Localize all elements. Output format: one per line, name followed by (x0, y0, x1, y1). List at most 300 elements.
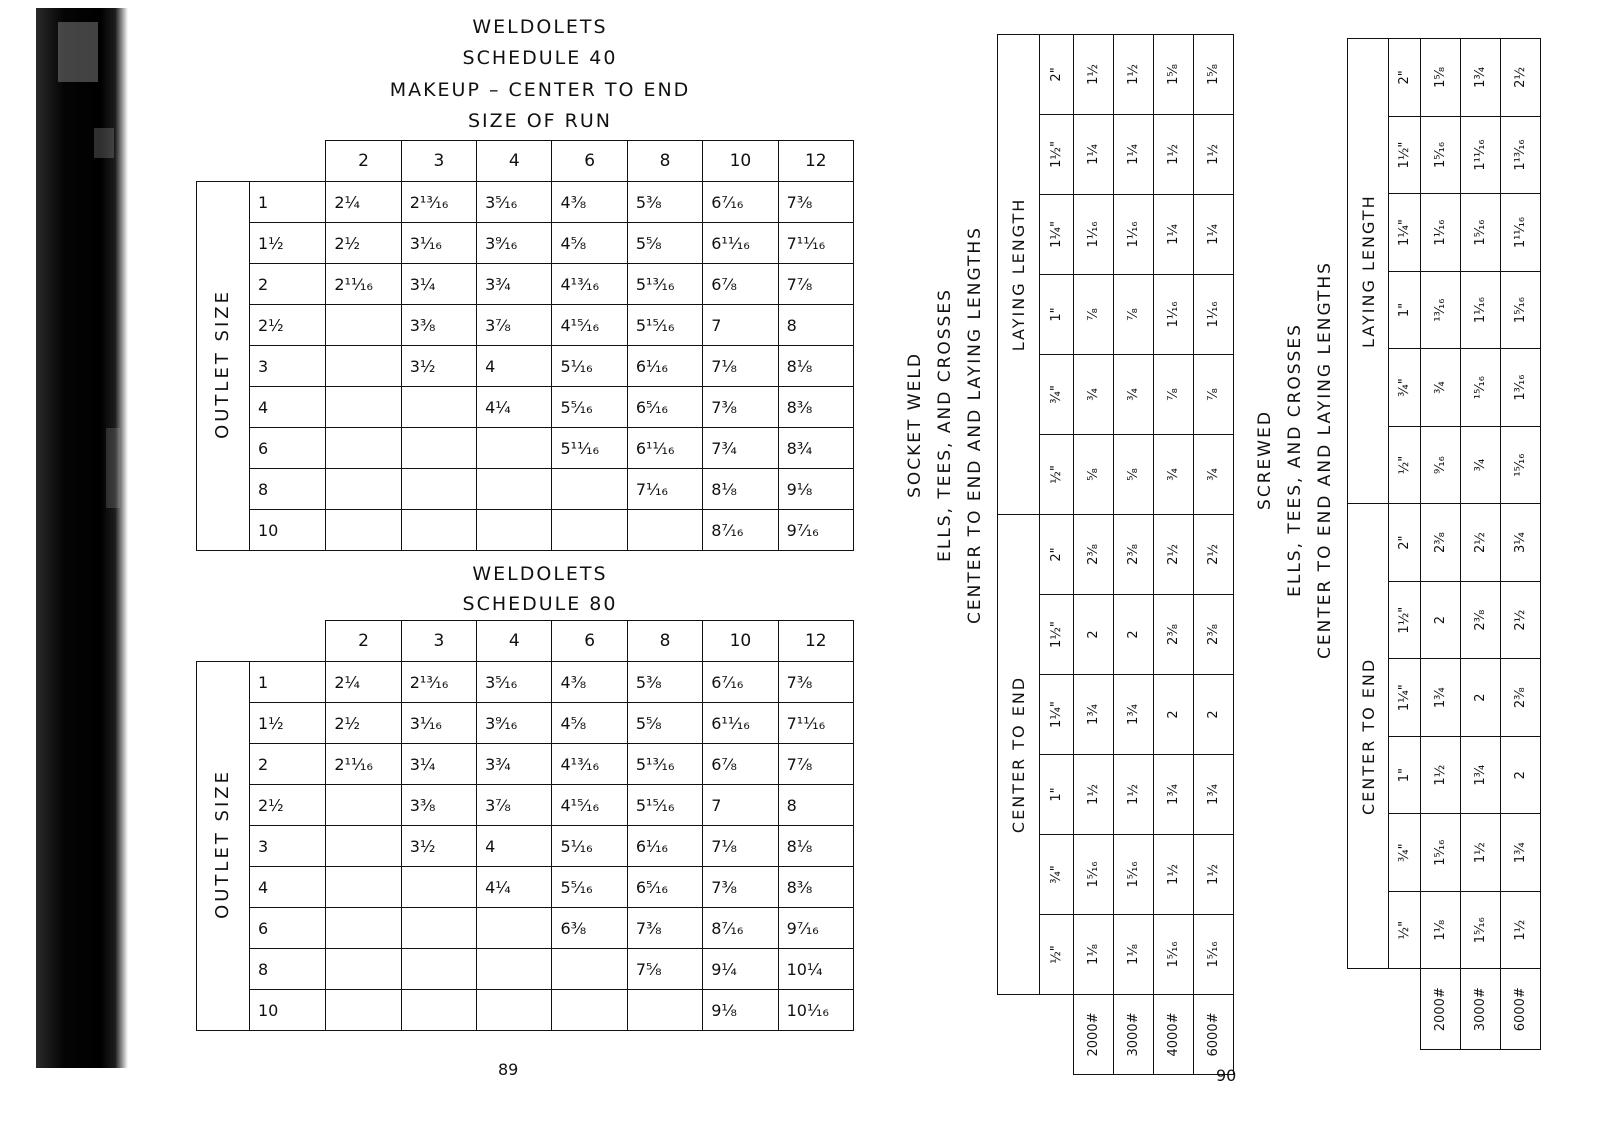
center-to-end-cell: 2³⁄₈ (1074, 514, 1114, 594)
value-cell: 9¹⁄₈ (703, 990, 778, 1031)
table-row (197, 662, 854, 703)
book-binding-shadow (36, 8, 128, 1068)
pressure-rating-cell: 2000# (1074, 995, 1114, 1075)
group-header-row (998, 34, 1040, 1074)
value-cell (326, 305, 401, 346)
pipe-size-header: 1" (1040, 755, 1074, 835)
value-cell: 5⁵⁄₈ (627, 703, 702, 744)
size-blank (1389, 969, 1421, 1050)
laying-length-cell: 1¹⁄₁₆ (1154, 274, 1194, 354)
center-to-end-cell: 2³⁄₈ (1461, 581, 1501, 659)
value-cell: 3¹⁄₁₆ (401, 223, 476, 264)
value-cell: 5¹⁵⁄₁₆ (627, 785, 702, 826)
laying-length-cell: 1¹⁄₁₆ (1421, 194, 1461, 272)
value-cell: 5⁵⁄₁₆ (552, 387, 627, 428)
table-row (1154, 34, 1194, 1074)
outlet-size-cell: 2½ (249, 305, 325, 346)
center-to-end-header: CENTER TO END (998, 514, 1040, 994)
center-to-end-cell: 1½ (1421, 736, 1461, 814)
table-row (1461, 39, 1501, 1050)
pressure-rating-cell: 2000# (1421, 969, 1461, 1050)
screwed-title-1: SCREWED (1255, 410, 1275, 510)
value-cell (326, 428, 401, 469)
value-cell (477, 428, 552, 469)
center-to-end-cell: 2½ (1501, 581, 1541, 659)
value-cell: 9⁷⁄₁₆ (778, 908, 853, 949)
laying-length-cell: 1½ (1114, 34, 1154, 114)
value-cell: 7¾ (703, 428, 778, 469)
value-cell: 8¹⁄₈ (778, 826, 853, 867)
value-cell: 3½ (401, 346, 476, 387)
value-cell: 7³⁄₈ (703, 867, 778, 908)
value-cell: 2¹³⁄₁₆ (401, 182, 476, 223)
value-cell (326, 826, 401, 867)
laying-length-cell: 1¹¹⁄₁₆ (1501, 194, 1541, 272)
value-cell: 8 (778, 785, 853, 826)
value-cell (401, 387, 476, 428)
corner-blank (1348, 969, 1389, 1050)
page-number-89: 89 (498, 1060, 519, 1079)
center-to-end-cell: 1½ (1461, 814, 1501, 892)
run-size-header: 3 (401, 141, 476, 182)
value-cell (326, 990, 401, 1031)
run-size-header: 10 (703, 621, 778, 662)
value-cell (627, 510, 702, 551)
value-cell (552, 949, 627, 990)
value-cell: 3⁹⁄₁₆ (477, 223, 552, 264)
table-row (197, 469, 854, 510)
value-cell: 4¼ (477, 867, 552, 908)
value-cell (627, 990, 702, 1031)
center-to-end-cell: 2 (1194, 675, 1234, 755)
value-cell: 2¼ (326, 662, 401, 703)
center-to-end-cell: 1⁵⁄₁₆ (1154, 915, 1194, 995)
center-to-end-header: CENTER TO END (1348, 504, 1389, 969)
screwed-title-2: ELLS, TEES, AND CROSSES (1285, 323, 1305, 597)
value-cell: 7 (703, 785, 778, 826)
value-cell: 6³⁄₈ (552, 908, 627, 949)
value-cell: 5¹⁵⁄₁₆ (627, 305, 702, 346)
value-cell (477, 949, 552, 990)
value-cell: 6¹¹⁄₁₆ (627, 428, 702, 469)
laying-length-cell: ⁷⁄₈ (1154, 354, 1194, 434)
value-cell: 8⁷⁄₁₆ (703, 908, 778, 949)
value-cell: 7¹⁄₈ (703, 346, 778, 387)
value-cell: 2¹¹⁄₁₆ (326, 264, 401, 305)
center-to-end-cell: 1⁵⁄₁₆ (1421, 814, 1461, 892)
value-cell: 4⁵⁄₈ (552, 703, 627, 744)
center-to-end-cell: 1¾ (1421, 659, 1461, 737)
pressure-rating-cell: 3000# (1114, 995, 1154, 1075)
outlet-size-cell: 1½ (249, 223, 325, 264)
center-to-end-cell: 2½ (1154, 514, 1194, 594)
value-cell: 4¹⁵⁄₁₆ (552, 305, 627, 346)
laying-length-cell: 1½ (1074, 34, 1114, 114)
pressure-rating-cell: 4000# (1154, 995, 1194, 1075)
title-size-of-run: SIZE OF RUN (468, 110, 612, 132)
center-to-end-cell: 1⁵⁄₁₆ (1461, 891, 1501, 969)
pipe-size-header: ¾" (1040, 835, 1074, 915)
value-cell (326, 908, 401, 949)
center-to-end-cell: 1⁵⁄₁₆ (1074, 835, 1114, 915)
laying-length-cell: ¾ (1194, 434, 1234, 514)
run-size-header: 10 (703, 141, 778, 182)
value-cell: 7⁷⁄₈ (778, 744, 853, 785)
value-cell: 10¹⁄₁₆ (778, 990, 853, 1031)
center-to-end-cell: 1¹⁄₈ (1074, 915, 1114, 995)
table-row (197, 510, 854, 551)
value-cell: 7⁷⁄₈ (778, 264, 853, 305)
pipe-size-header: 1¼" (1040, 675, 1074, 755)
center-to-end-cell: 1½ (1194, 835, 1234, 915)
value-cell: 2¼ (326, 182, 401, 223)
center-to-end-cell: 2³⁄₈ (1194, 595, 1234, 675)
size-header-row (1040, 34, 1074, 1074)
center-to-end-cell: 1½ (1074, 755, 1114, 835)
table-row (197, 182, 854, 223)
pipe-size-header: 1¼" (1389, 194, 1421, 272)
value-cell: 3³⁄₈ (401, 305, 476, 346)
value-cell: 6¹¹⁄₁₆ (703, 703, 778, 744)
value-cell: 2½ (326, 703, 401, 744)
table-row (197, 703, 854, 744)
laying-length-cell: ¹³⁄₁₆ (1421, 271, 1461, 349)
laying-length-cell: ⁹⁄₁₆ (1421, 426, 1461, 504)
value-cell: 6⁷⁄₈ (703, 264, 778, 305)
value-cell: 5¹³⁄₁₆ (627, 264, 702, 305)
value-cell: 7¹⁄₈ (703, 826, 778, 867)
value-cell: 3⁹⁄₁₆ (477, 703, 552, 744)
laying-length-cell: 2½ (1501, 39, 1541, 117)
run-size-header: 3 (401, 621, 476, 662)
laying-length-cell: 1½ (1154, 114, 1194, 194)
laying-length-cell: ⁷⁄₈ (1074, 274, 1114, 354)
value-cell: 3¹⁄₁₆ (401, 703, 476, 744)
center-to-end-cell: 2³⁄₈ (1114, 514, 1154, 594)
run-size-header: 6 (552, 141, 627, 182)
weldolets-schedule-40-table (196, 140, 854, 551)
value-cell: 4⁵⁄₈ (552, 223, 627, 264)
laying-length-cell: ⁵⁄₈ (1114, 434, 1154, 514)
value-cell (326, 469, 401, 510)
center-to-end-cell: 1¹⁄₈ (1421, 891, 1461, 969)
pressure-rating-cell: 6000# (1501, 969, 1541, 1050)
outlet-size-label (197, 182, 250, 551)
value-cell: 2¹¹⁄₁₆ (326, 744, 401, 785)
laying-length-cell: 1¼ (1074, 114, 1114, 194)
value-cell: 6⁷⁄₁₆ (703, 182, 778, 223)
value-cell (401, 990, 476, 1031)
center-to-end-cell: 1¾ (1114, 675, 1154, 755)
laying-length-cell: 1⁵⁄₈ (1421, 39, 1461, 117)
value-cell: 8⁷⁄₁₆ (703, 510, 778, 551)
title-makeup: MAKEUP – CENTER TO END (389, 79, 691, 101)
value-cell: 5³⁄₈ (627, 182, 702, 223)
value-cell: 3⁵⁄₁₆ (477, 182, 552, 223)
pipe-size-header: 1½" (1040, 595, 1074, 675)
value-cell (477, 990, 552, 1031)
outlet-size-cell: 10 (249, 510, 325, 551)
laying-length-cell: 1¹⁄₁₆ (1114, 194, 1154, 274)
table-row (197, 990, 854, 1031)
value-cell: 10¼ (778, 949, 853, 990)
run-size-header: 12 (778, 621, 853, 662)
table-row (197, 744, 854, 785)
outlet-size-cell: 4 (249, 867, 325, 908)
table-row (1501, 39, 1541, 1050)
value-cell: 5¹³⁄₁₆ (627, 744, 702, 785)
center-to-end-cell: 1½ (1154, 835, 1194, 915)
value-cell: 6⁷⁄₈ (703, 744, 778, 785)
laying-length-cell: 1¹⁄₁₆ (1194, 274, 1234, 354)
table-row (197, 264, 854, 305)
outlet-size-cell: 6 (249, 428, 325, 469)
table-row (1114, 34, 1154, 1074)
value-cell: 5¹¹⁄₁₆ (552, 428, 627, 469)
pipe-size-header: 1½" (1389, 581, 1421, 659)
value-cell: 6⁵⁄₁₆ (627, 387, 702, 428)
value-cell: 4³⁄₈ (552, 662, 627, 703)
table-row (197, 346, 854, 387)
run-size-header: 4 (477, 141, 552, 182)
laying-length-cell: 1¹³⁄₁₆ (1501, 116, 1541, 194)
value-cell (326, 949, 401, 990)
table-row (1194, 34, 1234, 1074)
center-to-end-cell: 1⁵⁄₁₆ (1114, 835, 1154, 915)
laying-length-cell: 1⁵⁄₈ (1154, 34, 1194, 114)
value-cell: 7¹¹⁄₁₆ (778, 703, 853, 744)
value-cell: 4¼ (477, 387, 552, 428)
value-cell: 3⁷⁄₈ (477, 785, 552, 826)
value-cell (401, 949, 476, 990)
weldolets-schedule-80-table (196, 620, 854, 1031)
center-to-end-cell: 1¾ (1194, 755, 1234, 835)
table-row (197, 867, 854, 908)
value-cell (401, 908, 476, 949)
laying-length-cell: ¹⁵⁄₁₆ (1461, 349, 1501, 427)
value-cell (552, 990, 627, 1031)
laying-length-cell: 1¼ (1114, 114, 1154, 194)
value-cell: 3¾ (477, 264, 552, 305)
table-row (197, 826, 854, 867)
value-cell: 6¹¹⁄₁₆ (703, 223, 778, 264)
outlet-size-cell: 2½ (249, 785, 325, 826)
size-header-row (1389, 39, 1421, 1050)
laying-length-cell: 1⁵⁄₈ (1194, 34, 1234, 114)
value-cell (326, 346, 401, 387)
value-cell (326, 867, 401, 908)
title-weldolets-80: WELDOLETS (472, 563, 608, 585)
value-cell: 7¹⁄₁₆ (627, 469, 702, 510)
run-size-header: 8 (627, 621, 702, 662)
laying-length-cell: 1½ (1194, 114, 1234, 194)
socket-weld-title-2: ELLS, TEES, AND CROSSES (935, 288, 955, 562)
value-cell: 3¾ (477, 744, 552, 785)
center-to-end-cell: 2 (1421, 581, 1461, 659)
pipe-size-header: ½" (1389, 426, 1421, 504)
laying-length-cell: 1⁵⁄₁₆ (1461, 194, 1501, 272)
size-blank (1040, 995, 1074, 1075)
value-cell: 8³⁄₈ (778, 867, 853, 908)
value-cell: 7³⁄₈ (778, 182, 853, 223)
value-cell: 9⁷⁄₁₆ (778, 510, 853, 551)
center-to-end-cell: 1½ (1501, 891, 1541, 969)
center-to-end-cell: 2 (1074, 595, 1114, 675)
laying-length-cell: 1⁵⁄₁₆ (1501, 271, 1541, 349)
pressure-rating-cell: 3000# (1461, 969, 1501, 1050)
center-to-end-cell: 1¹⁄₈ (1114, 915, 1154, 995)
page-number-90: 90 (1216, 1066, 1237, 1085)
pipe-size-header: 1" (1389, 736, 1421, 814)
pipe-size-header: ½" (1040, 434, 1074, 514)
value-cell (401, 428, 476, 469)
center-to-end-cell: 1¾ (1154, 755, 1194, 835)
table-row (197, 428, 854, 469)
screwed-table (1347, 38, 1541, 1050)
pipe-size-header: 2" (1389, 504, 1421, 582)
center-to-end-cell: 2 (1501, 736, 1541, 814)
value-cell: 8³⁄₈ (778, 387, 853, 428)
value-cell: 6⁵⁄₁₆ (627, 867, 702, 908)
pipe-size-header: ½" (1389, 891, 1421, 969)
outlet-size-cell: 1½ (249, 703, 325, 744)
pipe-size-header: 1¼" (1040, 194, 1074, 274)
laying-length-cell: 1¹¹⁄₁₆ (1461, 116, 1501, 194)
screwed-panel (1255, 38, 1565, 1050)
run-size-header: 12 (778, 141, 853, 182)
socket-weld-title-3: CENTER TO END AND LAYING LENGTHS (965, 226, 985, 624)
laying-length-cell: ¾ (1114, 354, 1154, 434)
laying-length-cell: 1¼ (1194, 194, 1234, 274)
corner-blank (998, 995, 1040, 1075)
title-schedule-80: SCHEDULE 80 (462, 593, 618, 615)
laying-length-cell: ¾ (1421, 349, 1461, 427)
value-cell (401, 867, 476, 908)
center-to-end-cell: 2 (1461, 659, 1501, 737)
value-cell: 5³⁄₈ (627, 662, 702, 703)
center-to-end-cell: 2½ (1461, 504, 1501, 582)
value-cell: 3¼ (401, 264, 476, 305)
screwed-title-3: CENTER TO END AND LAYING LENGTHS (1315, 261, 1335, 659)
value-cell (326, 785, 401, 826)
laying-length-cell: 1³⁄₁₆ (1501, 349, 1541, 427)
laying-length-cell: ⁵⁄₈ (1074, 434, 1114, 514)
outlet-size-cell: 2 (249, 264, 325, 305)
center-to-end-cell: 2³⁄₈ (1421, 504, 1461, 582)
value-cell: 3¼ (401, 744, 476, 785)
center-to-end-cell: 2 (1154, 675, 1194, 755)
laying-length-cell: 1¼ (1154, 194, 1194, 274)
value-cell: 4¹³⁄₁₆ (552, 264, 627, 305)
value-cell: 4³⁄₈ (552, 182, 627, 223)
outlet-size-label (197, 662, 250, 1031)
group-header-row (1348, 39, 1389, 1050)
pipe-size-header: 2" (1389, 39, 1421, 117)
socket-weld-table (997, 34, 1234, 1075)
laying-length-cell: 1¹⁄₁₆ (1074, 194, 1114, 274)
value-cell: 4¹³⁄₁₆ (552, 744, 627, 785)
outlet-size-cell: 8 (249, 949, 325, 990)
value-cell: 2¹³⁄₁₆ (401, 662, 476, 703)
laying-length-cell: ¾ (1074, 354, 1114, 434)
outlet-size-cell: 4 (249, 387, 325, 428)
socket-weld-title-1: SOCKET WELD (905, 352, 925, 498)
header-blank (197, 141, 326, 182)
value-cell: 7⁵⁄₈ (627, 949, 702, 990)
value-cell (477, 510, 552, 551)
table-row (1074, 34, 1114, 1074)
socket-weld-panel (905, 35, 1255, 1075)
table-row (197, 223, 854, 264)
center-to-end-cell: 1½ (1114, 755, 1154, 835)
table-row (197, 908, 854, 949)
pipe-size-header: ½" (1040, 915, 1074, 995)
pipe-size-header: 1¼" (1389, 659, 1421, 737)
pipe-size-header: ¾" (1040, 354, 1074, 434)
center-to-end-cell: 1¾ (1074, 675, 1114, 755)
value-cell: 8¹⁄₈ (778, 346, 853, 387)
header-blank (197, 621, 326, 662)
value-cell: 7³⁄₈ (627, 908, 702, 949)
value-cell: 5¹⁄₁₆ (552, 826, 627, 867)
value-cell: 7³⁄₈ (703, 387, 778, 428)
outlet-size-cell: 8 (249, 469, 325, 510)
center-to-end-cell: 1¾ (1501, 814, 1541, 892)
pipe-size-header: 2" (1040, 34, 1074, 114)
value-cell (477, 908, 552, 949)
pipe-size-header: 1" (1040, 274, 1074, 354)
pipe-size-header: 1½" (1389, 116, 1421, 194)
run-size-header: 8 (627, 141, 702, 182)
value-cell: 3⁵⁄₁₆ (477, 662, 552, 703)
pressure-rating-cell: 6000# (1194, 995, 1234, 1075)
value-cell: 5⁵⁄₈ (627, 223, 702, 264)
pipe-size-header: ¾" (1389, 349, 1421, 427)
table-row (197, 949, 854, 990)
pipe-size-header: 1" (1389, 271, 1421, 349)
value-cell: 7³⁄₈ (778, 662, 853, 703)
value-cell: 4¹⁵⁄₁₆ (552, 785, 627, 826)
pipe-size-header: ¾" (1389, 814, 1421, 892)
center-to-end-cell: 1⁵⁄₁₆ (1194, 915, 1234, 995)
outlet-size-cell: 2 (249, 744, 325, 785)
center-to-end-cell: 2³⁄₈ (1501, 659, 1541, 737)
table-row (197, 785, 854, 826)
outlet-size-cell: 3 (249, 826, 325, 867)
value-cell: 2½ (326, 223, 401, 264)
value-cell (326, 510, 401, 551)
value-cell: 9¹⁄₈ (778, 469, 853, 510)
laying-length-cell: ¾ (1154, 434, 1194, 514)
table-row (197, 305, 854, 346)
outlet-size-cell: 1 (249, 662, 325, 703)
outlet-size-cell: 1 (249, 182, 325, 223)
center-to-end-cell: 3¼ (1501, 504, 1541, 582)
value-cell: 5⁵⁄₁₆ (552, 867, 627, 908)
center-to-end-cell: 2 (1114, 595, 1154, 675)
run-size-header: 6 (552, 621, 627, 662)
value-cell (477, 469, 552, 510)
outlet-size-cell: 3 (249, 346, 325, 387)
title-schedule-40: SCHEDULE 40 (462, 47, 618, 69)
laying-length-cell: 1¾ (1461, 39, 1501, 117)
laying-length-header: LAYING LENGTH (998, 34, 1040, 514)
value-cell: 6⁷⁄₁₆ (703, 662, 778, 703)
pipe-size-header: 2" (1040, 514, 1074, 594)
value-cell: 6¹⁄₁₆ (627, 346, 702, 387)
laying-length-cell: 1¹⁄₁₆ (1461, 271, 1501, 349)
title-weldolets: WELDOLETS (472, 16, 608, 38)
